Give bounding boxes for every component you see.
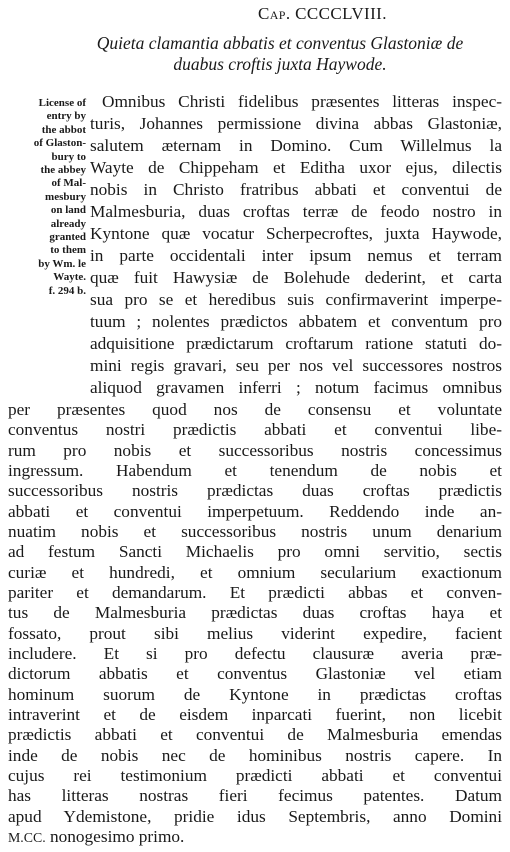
- text-line: inde de nobis nec de hominibus nostris capere. In: [8, 745, 502, 765]
- text-line: includere. Et si pro defectu clausuræ averia præ-: [8, 644, 502, 663]
- text-line: ingressum. Habendum et tenendum de nobis et: [8, 461, 502, 480]
- text-line: Malmesburia, duas croftas terræ de feodo nostro in: [90, 202, 502, 221]
- margin-note-line: the abbey: [40, 164, 86, 177]
- margin-note-line: on land: [50, 204, 86, 217]
- charter-title: [60, 33, 500, 75]
- text-line: sua pro se et heredibus suis confirmaverint imperpe-: [90, 290, 502, 309]
- text-line: pariter et demandarum. Et prædicti abbas et conven-: [8, 583, 502, 602]
- text-line: salutem æternam in Domino. Cum Willelmus la: [90, 136, 502, 155]
- margin-note-line: granted: [49, 231, 86, 244]
- margin-note-line: Wayte.: [53, 271, 86, 284]
- text-line: Wayte de Chippeham et Editha uxor ejus, dilectis: [90, 158, 502, 177]
- text-line: successoribus nostris prædictas duas croftas prædictis: [8, 481, 502, 501]
- text-line: apud Ydemistone, pridie idus Septembris, anno Domini: [8, 806, 502, 826]
- margin-note-line: of Glaston-: [33, 137, 86, 150]
- text-line: tus de Malmesburia prædictas duas croftas haya et: [8, 603, 502, 623]
- text-line: adquisitione prædictarum croftarum ratione statuti do-: [90, 334, 502, 353]
- year-numerals: M.CC.: [8, 830, 46, 845]
- text-line: quæ fuit Hawysiæ de Bolehude dederint, et carta: [90, 268, 502, 287]
- text-line: has litteras nostras fieri fecimus patentes. Datum: [8, 786, 502, 806]
- text-line: per præsentes quod nos de consensu et voluntate: [8, 400, 502, 419]
- text-line: rum pro nobis et successoribus nostris concessimus: [8, 440, 502, 460]
- text-line: tuum ; nolentes prædictos abbatem et conventum pro: [90, 312, 502, 331]
- margin-note-line: License of: [38, 97, 86, 109]
- margin-note-line: by Wm. le: [38, 257, 86, 270]
- text-line: in parte occidentali inter ipsum nemus et terram: [90, 246, 502, 265]
- margin-note-line: already: [50, 217, 86, 230]
- margin-note: [6, 97, 86, 298]
- text-line: nobis in Christo fratribus abbati et conventui de: [90, 180, 502, 199]
- text-line: abbati et conventui imperpetuum. Reddendo inde an-: [8, 501, 502, 521]
- text-line: conventus nostri prædictis abbati et conventui libe-: [8, 420, 502, 440]
- text-line: fossato, prout sibi melius viderint expedire, facient: [8, 623, 502, 643]
- margin-note-line: entry by: [46, 110, 86, 123]
- text-line: mini regis gravari, seu per nos vel successores nostros: [90, 356, 502, 375]
- margin-note-line: f. 294 b.: [48, 284, 86, 297]
- margin-note-line: the abbot: [41, 123, 86, 136]
- text-line: Omnibus Christi fidelibus præsentes litteras inspec-: [102, 92, 502, 111]
- margin-note-line: mesbury: [45, 190, 86, 203]
- text-line: cujus rei testimonium prædicti abbati et conventui: [8, 766, 502, 785]
- title-line: duabus croftis juxta Haywode.: [173, 54, 387, 74]
- text-line: hominum suorum de Kyntone in prædictas croftas: [8, 684, 502, 704]
- text-line: ad festum Sancti Michaelis pro omni servitio, sectis: [8, 542, 502, 562]
- text-line: dictorum abbatis et conventus Glastoniæ vel etiam: [8, 664, 502, 684]
- margin-note-line: bury to: [51, 150, 86, 163]
- text-line: turis, Johannes permissione divina abbas Glastoniæ,: [90, 114, 502, 133]
- chapter-heading: [258, 4, 387, 24]
- text-line: Kyntone quæ vocatur Scherpecroftes, juxta Haywode,: [90, 224, 502, 243]
- text-line: aliquod gravamen inferri ; notum facimus omnibus: [90, 378, 502, 397]
- margin-note-line: of Mal-: [51, 177, 86, 190]
- text-line: curiæ et hundredi, et omnium secularium exactionum: [8, 562, 502, 582]
- text-line: intraverint et de eisdem inparcati fuerint, non licebit: [8, 705, 502, 724]
- chapter-number: Cap. CCCCLVIII.: [258, 4, 387, 23]
- text-line: nuatim nobis et successoribus nostris unum denarium: [8, 522, 502, 541]
- margin-note-line: to them: [50, 244, 86, 257]
- text-line: prædictis abbati et conventui de Malmesburia emendas: [8, 725, 502, 745]
- title-line: Quieta clamantia abbatis et conventus Glastoniæ de: [96, 33, 464, 53]
- text-line: M.CC. nonogesimo primo.: [8, 827, 185, 846]
